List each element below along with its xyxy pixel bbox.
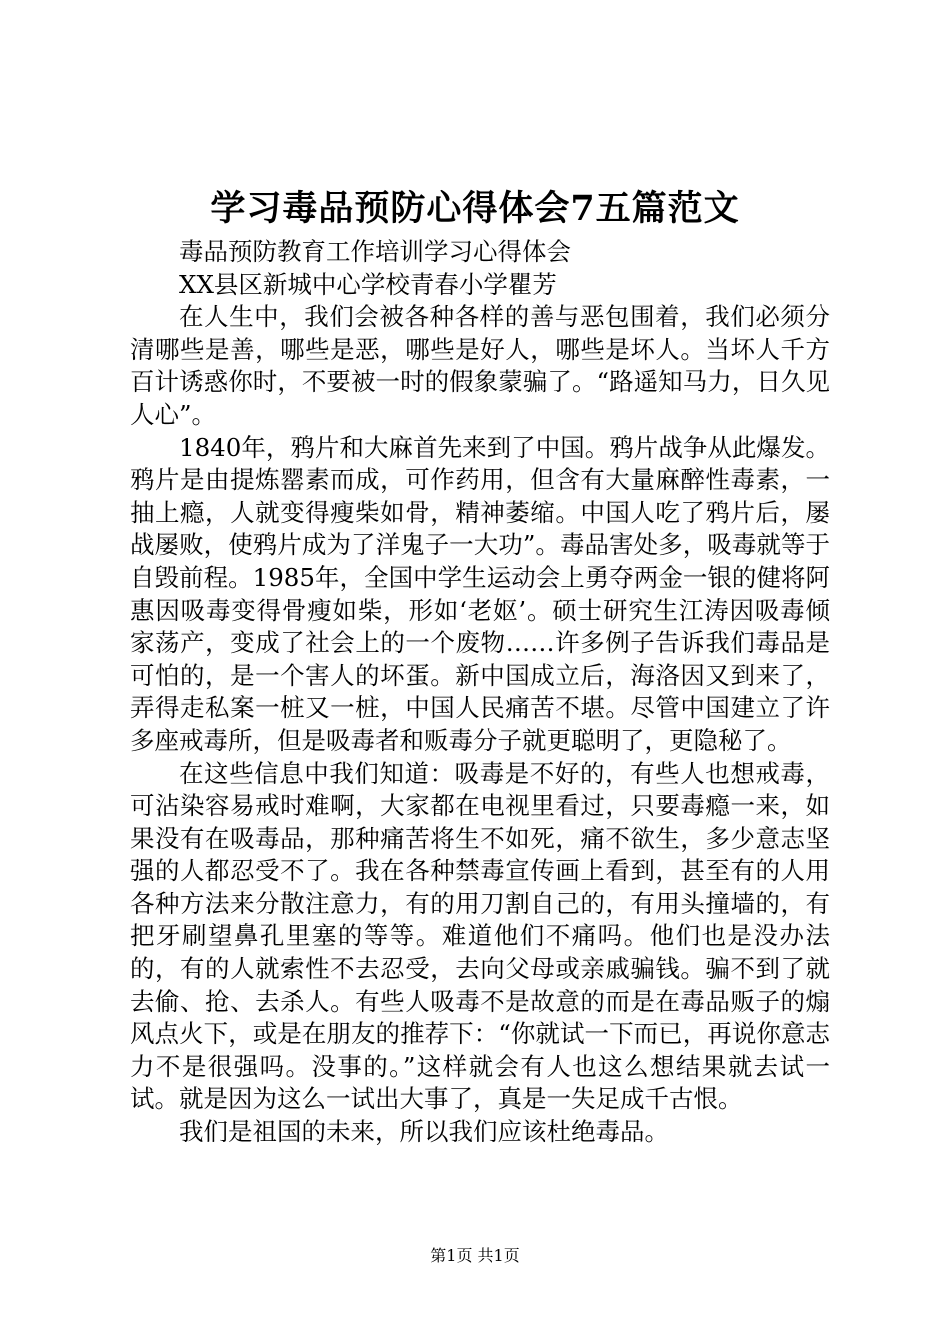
author-paragraph: XX县区新城中心学校青春小学瞿芳 (179, 269, 557, 299)
body-paragraph: 在这些信息中我们知道：吸毒是不好的，有些人也想戒毒，可沾染容易戒时难啊，大家都在电视里看过，只要毒瘾一来，如果没有在吸毒品，那种痛苦将生不如死，痛不欲生，多少意志坚强的人都忍受不了。我在各种禁毒宣传画上看到，甚至有的人用各种方法来分散注意力，有的用刀割自己的，有用头撞墙的，有把牙刷望鼻孔里塞的等等。难道他们不痛吗。他们也是没办法的，有的人就索性不去忍受，去向父母或亲戚骗钱。骗不到了就去偷、抢、去杀人。有些人吸毒不是故意的而是在毒品贩子的煽风点火下，或是在朋友的推荐下：“你就试一下而已，再说你意志力不是很强吗。没事的。”这样就会有人也这么想结果就去试一试。就是因为这么一试出大事了，真是一失足成千古恨。 (130, 758, 830, 1114)
subtitle-paragraph: 毒品预防教育工作培训学习心得体会 (179, 237, 571, 266)
body-paragraph: 在人生中，我们会被各种各样的善与恶包围着，我们必须分清哪些是善，哪些是恶，哪些是好人，哪些是坏人。当坏人千方百计诱惑你时，不要被一时的假象蒙骗了。“路遥知马力，日久见人心”。 (130, 302, 830, 429)
document-body (130, 236, 830, 1149)
body-paragraph: 我们是祖国的未来，所以我们应该杜绝毒品。 (179, 1117, 669, 1147)
document-title: 学习毒品预防心得体会7五篇范文 (210, 188, 740, 229)
page-number-footer: 第1页 共1页 (430, 1246, 520, 1265)
body-paragraph: 1840年，鸦片和大麻首先来到了中国。鸦片战争从此爆发。鸦片是由提炼罂素而成，可作药用，但含有大量麻醉性毒素，一抽上瘾，人就变得瘦柴如骨，精神萎缩。中国人吃了鸦片后，屡战屡败，使鸦片成为了洋鬼子一大功”。毒品害处多，吸毒就等于自毁前程。1985年，全国中学生运动会上勇夺两金一银的健将阿惠因吸毒变得骨瘦如柴，形如‘老妪’。硕士研究生江涛因吸毒倾家荡产，变成了社会上的一个废物……许多例子告诉我们毒品是可怕的，是一个害人的坏蛋。新中国成立后，海洛因又到来了，弄得走私案一桩又一桩，中国人民痛苦不堪。尽管中国建立了许多座戒毒所，但是吸毒者和贩毒分子就更聪明了，更隐秘了。 (130, 432, 830, 755)
